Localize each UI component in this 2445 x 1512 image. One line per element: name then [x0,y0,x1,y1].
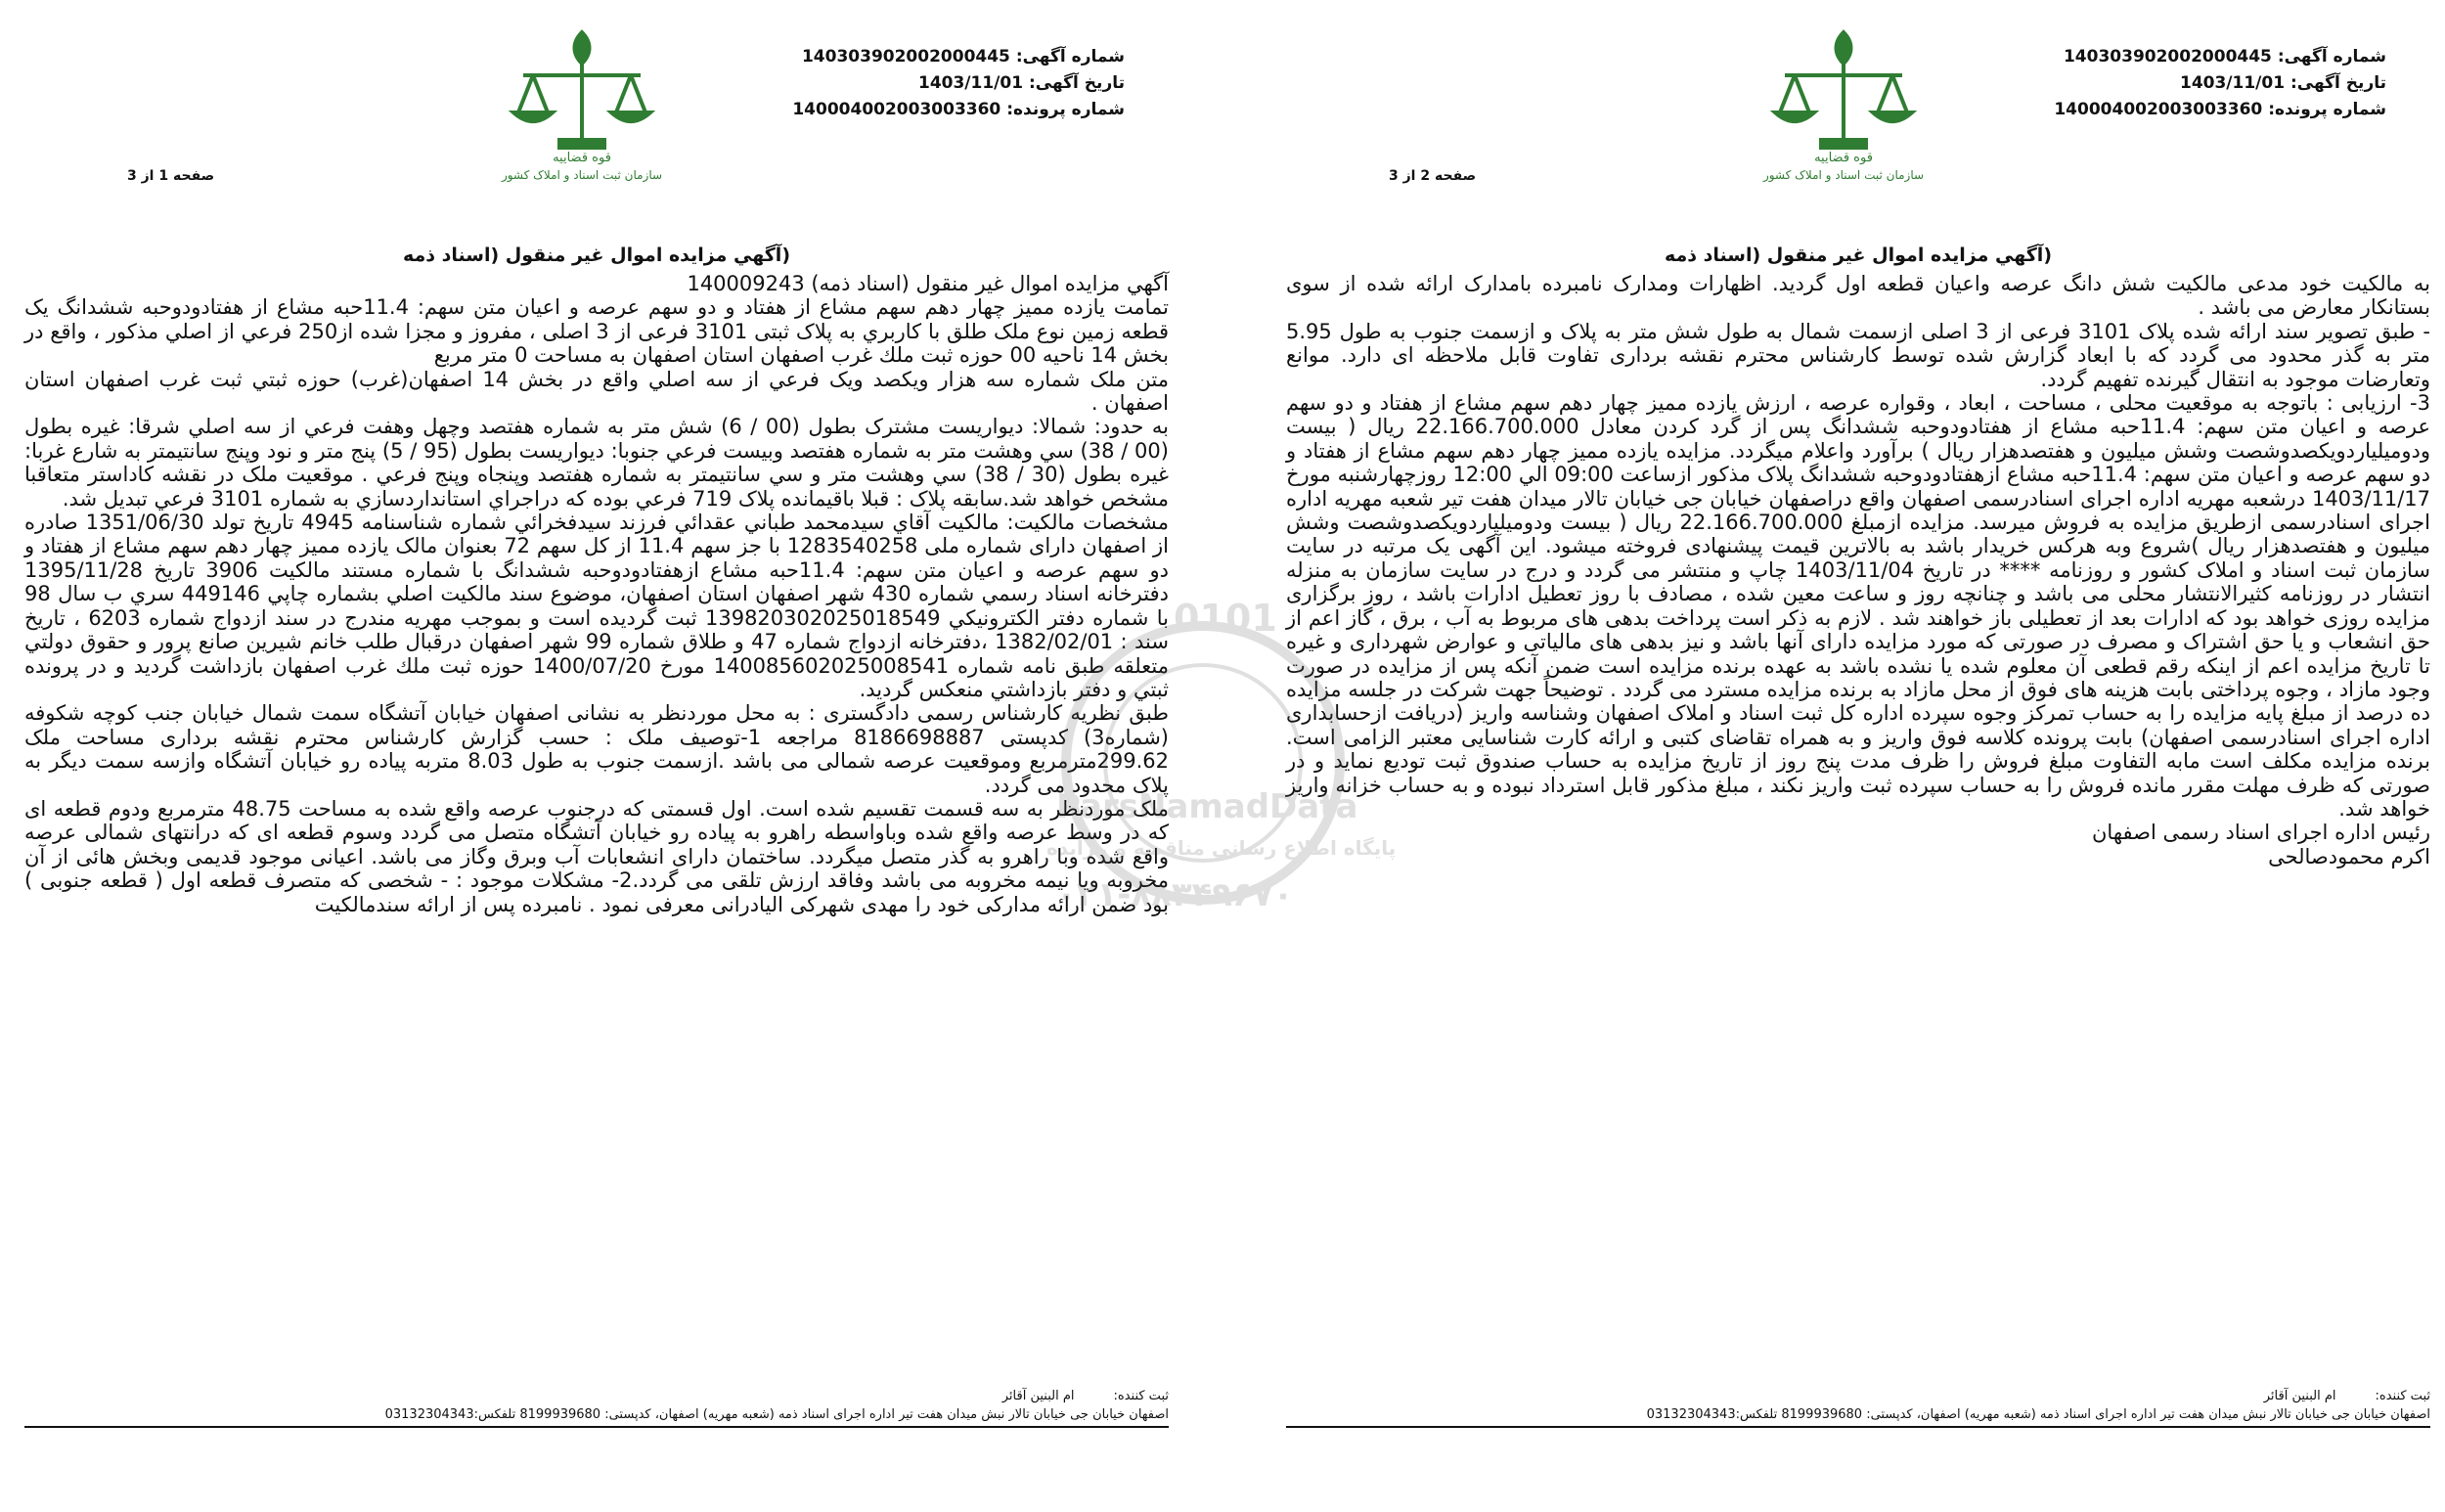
registrar-name: ام البنين آقائر [2263,1389,2336,1403]
notice-body [24,272,1169,916]
paragraph: به حدود: شمالا: ديواريست مشترک بطول (00 / 6) شش متر به شماره هفتصد وچهل وهفت فرعي از سه اصلي شرقا: غيره بطول (00 / 38) سي وهشت متر به شماره هفتصد وبيست فرعي جنوبا: ديواريست بطول (95 / 5) پنج متر و نود وپنج سانتيمتر به شارع غربا: غيره بطول (30 / 38) سي وهشت متر و سي سانتيمتر به شماره هفتصد وپنجاه وپنج فرعي . موقعيت ملک در نقشه کاداستر متعاقبا مشخص خواهد شد.سابقه پلاک : قبلا باقیمانده پلاک 719 فرعي بوده که دراجراي استانداردسازي به شماره 3101 فرعي تبديل شد. [24,415,1169,511]
ad-date-label: تاریخ آگهی: [1028,73,1125,93]
file-number-line [1800,97,2386,123]
ad-number-label: شماره آگهی: [1015,47,1125,67]
ad-number: 140303902002000445 [2063,47,2272,67]
watermark-phone: ۰۲۱-۸۸۳۴۹۶۷۰ [1056,875,1294,914]
ad-date: 1403/11/01 [2179,73,2286,93]
notice-page-2 [1271,0,2445,1512]
signatory-title: رئيس اداره اجرای اسناد رسمی اصفهان [2092,821,2430,845]
page-indicator: صفحه 2 از 3 [1389,168,1477,184]
ad-date-line [1800,70,2386,97]
watermark-tagline: پایگاه اطلاع رسانی مناقصه و مزایده [1046,836,1397,860]
signatory-name: اکرم محمودصالحی [2268,844,2430,868]
office-address: اصفهان خیابان جی خیابان تالار نبش میدان هفت تیر اداره اجرای اسناد ذمه (شعبه مهریه) اصفهان، کدپستی: 8199939680 تلفکس:03132304343 [24,1405,1169,1428]
ad-number: 140303902002000445 [801,47,1010,67]
paragraph: طبق نظريه کارشناس رسمی دادگستری : به محل موردنظر به نشانی اصفهان خيابان آتشگاه سمت شمال خيابان جنب کوچه شکوفه (شماره3) کدپستی 8186698887 مراجعه 1-توصيف ملک : حسب گزارش کارشناس محترم نقشه برداری مساحت ملک 299.62مترمربع وموقعيت عرصه شمالی می باشد .ازسمت جنوب به طول 8.03 متربه پياده رو خيابان آتشگاه وازسه سمت ديگر به پلاک محدود می گردد. [24,701,1169,797]
paragraph: آگهي مزايده اموال غير منقول (اسناد ذمه) 140009243 [687,272,1169,295]
registrar-row [24,1387,1169,1405]
notice-page-1 [10,0,1183,1512]
office-address: اصفهان خیابان جی خیابان تالار نبش میدان هفت تیر اداره اجرای اسناد ذمه (شعبه مهریه) اصفهان، کدپستی: 8199939680 تلفکس:03132304343 [1286,1405,2430,1428]
ad-date: 1403/11/01 [917,73,1024,93]
emblem-caption-1: قوه قضاییه [1814,151,1873,165]
registrar-label: ثبت کننده: [2375,1389,2430,1403]
file-number-label: شماره پرونده: [2268,100,2386,119]
emblem-caption-2: سازمان ثبت اسناد و املاک کشور [1762,168,1925,182]
notice-body [1286,272,2430,868]
notice-footer [1286,1387,2430,1428]
emblem-caption-1: قوه قضاییه [553,151,611,165]
watermark-number: 0101 [1174,597,1277,640]
registrar-label: ثبت کننده: [1113,1389,1169,1403]
ad-number-line [1800,44,2386,70]
paragraph: - طبق تصوير سند ارائه شده پلاک 3101 فرعی از 3 اصلی ازسمت شمال به طول شش متر به پلاک و ازسمت جنوب به طول 5.95 متر به گذر محدود می گردد که با ابعاد گزارش شده توسط کارشناس محترم نقشه برداری تفاوت قابل ملاحظه ای دارد. موانع وتعارضات موجود به انتقال گيرنده تفهيم گردد. [1286,319,2430,391]
paragraph: ملک موردنظر به سه قسمت تقسيم شده است. اول قسمتی که درجنوب عرصه واقع شده به مساحت 48.75 مترمربع ودوم قطعه ای که در وسط عرصه واقع شده وباواسطه راهرو به پياده رو خيابان آتشگاه متصل می گردد وسوم قطعه ای که درانتهای شمالی عرصه واقع شده وبا راهرو به گذر متصل ميگردد. ساختمان دارای انشعابات آب وبرق وگاز می باشد. اعيانی موجود قديمی وبخش هائی از آن مخروبه ويا نيمه مخروبه می باشد وفاقد ارزش تلقی می گردد.2- مشکلات موجود : - شخصی که متصرف قطعه اول ( قطعه جنوبی ) بود ضمن ارائه مدارکی خود را مهدی شهرکی اليادرانی معرفی نمود . نامبرده پس از ارائه سندمالکيت [24,796,1169,916]
emblem-caption-2: سازمان ثبت اسناد و املاک کشور [501,168,663,182]
ad-date-line [538,70,1125,97]
registrar-name: ام البنين آقائر [1001,1389,1075,1403]
watermark-brand: ParsNamadData [1056,787,1358,826]
page-indicator: صفحه 1 از 3 [127,168,215,184]
paragraph: مشخصات مالکيت: مالكيت آقاي سيدمحمد طباني عقدائي فرزند سيدفخرائي شماره شناسنامه 4945 تاريخ تولد 1351/06/30 صادره از اصفهان دارای شماره ملی 1283540258 با جز سهم 11.4 از کل سهم 72 بعنوان مالک يازده مميز چهار دهم سهم مشاع از هفتاد و دو سهم عرصه و اعيان متن سهم: 11.4حبه مشاع ازهفتادودوحبه ششدانگ با شماره مستند مالکيت 3906 تاريخ 1395/11/28 دفترخانه اسناد رسمي شماره 430 شهر اصفهان استان اصفهان، موضوع سند مالکيت اصلي بشماره چاپي 449146 سري ب سال 98 با شماره دفتر الکترونيکي 139820302025018549 ثبت گرديده است و بموجب مهريه مندرج در سند ازدواج شماره 6203 ، تاريخ سند : 1382/02/01 ،دفترخانه ازدواج شماره 47 و طلاق شماره 99 شهر اصفهان درقبال طلب خانم شيرين صانع پرور و حقوق دولتي متعلقه طبق نامه شماره 140085602025008541 مورخ 1400/07/20 حوزه ثبت ملك غرب اصفهان بازداشت گرديد و در پرونده ثبتي و دفتر بازداشتي منعکس گرديد. [24,511,1170,701]
file-number-line [538,97,1125,123]
file-number-label: شماره پرونده: [1006,100,1125,119]
notice-footer [24,1387,1169,1428]
paragraph: تمامت يازده مميز چهار دهم سهم مشاع از هفتاد و دو سهم عرصه و اعيان متن سهم: 11.4حبه مشاع از هفتادودوحبه ششدانگ يک قطعه زمين نوع ملک طلق با کاربري به پلاک ثبتی 3101 فرعی از 3 اصلی ، مفروز و مجزا شده از250 فرعي از اصلي مذکور ، واقع در بخش 14 ناحيه 00 حوزه ثبت ملك غرب اصفهان استان اصفهان به مساحت 0 متر مربع [24,295,1169,368]
file-number: 140004002003003360 [792,100,1001,119]
ad-date-label: تاریخ آگهی: [2289,73,2386,93]
registrar-row [1286,1387,2430,1405]
paragraph: 3- ارزيابی : باتوجه به موقعيت محلی ، مساحت ، ابعاد ، وقواره عرصه ، ارزش يازده مميز چهار دهم سهم مشاع از هفتاد و دو سهم عرصه و اعيان متن سهم: 11.4حبه مشاع از هفتادودوحبه ششدانگ پس از گرد کردن معادل 22.166.700.000 ريال ( بيست ودوميلياردويکصدوشصت وشش ميليون و هفتصدهزار ريال ) برآورد واعلام ميگردد. مزايده يازده مميز چهار دهم سهم مشاع از هفتاد و دو سهم عرصه و اعيان متن سهم: 11.4حبه مشاع ازهفتادودوحبه ششدانگ پلاک مذکور ازساعت 09:00 الي 12:00 روزچهارشنبه مورخ 1403/11/17 درشعبه مهريه اداره اجرای اسنادرسمی اصفهان واقع دراصفهان خيابان جی خيابان تالار ميدان هفت تير شعبه مهريه اداره اجرای اسنادرسمی ازطريق مزايده به فروش ميرسد. مزايده ازمبلغ 22.166.700.000 ريال ( بيست ودوميلياردويکصدوشصت وشش ميليون و هفتصدهزار ريال )شروع وبه هرکس خريدار باشد به بالاترين قيمت پيشنهادی فروخته ميشود. اين آگهی يک مرتبه در سايت سازمان ثبت اسناد و املاک کشور و روزنامه **** در تاريخ 1403/11/04 چاپ و منتشر می گردد و درج در سايت سازمان به منزله انتشار در روزنامه کثيرالانتشار محلی می باشد و چنانچه روز و ساعت معين شده ، مصادف با روز تعطيل ادارات باشد ، روز برگزاری مزايده روزی خواهد بود که ادارات بعد از تعطيلی باز خواهند شد . لازم به ذکر است پرداخت بدهی های مربوط به آب ، برق ، گاز اعم از حق انشعاب و يا حق اشتراک و مصرف در صورتی که مورد مزايده دارای آنها باشد و نيز بدهی های مالياتی و عوارض شهرداری و غيره تا تاريخ مزايده اعم از اينکه رقم قطعی آن معلوم شده يا نشده باشد به عهده برنده مزايده است ضمن آنکه پس از مزايده در صورت وجود مازاد ، وجوه پرداختی بابت هزينه های فوق از محل مازاد به برنده مزايده مسترد می گردد . توضيحاً جهت شرکت در جلسه مزايده ده درصد از مبلغ پايه مزايده را به حساب تمرکز وجوه سپرده اداره کل ثبت اسناد و املاک اصفهان وشناسه واريز (دريافت ازحسابداری اداره اجرای اسنادرسمی اصفهان) بابت پرونده کلاسه فوق واريز و به همراه تقاضای کتبی و ارائه کارت شناسايی معتبر الزامی است. برنده مزايده مکلف است مابه التفاوت مبلغ فروش را ظرف مدت پنج روز از تاريخ مزايده به حساب صندوق ثبت توديع نمايد و در صورتی که ظرف مهلت مقرر مانده فروش را به حساب سپرده ثبت واريز نکند ، مبلغ مذکور قابل استرداد نبوده و به حساب خزانه واريز خواهد شد. [1286,391,2430,821]
file-number: 140004002003003360 [2054,100,2263,119]
paragraph: به مالکيت خود مدعی مالکيت شش دانگ عرصه واعيان قطعه اول گرديد. اظهارات ومدارک نامبرده بامدارک ارائه شده از سوی بستانکار معارض می باشد . [1286,272,2430,320]
notice-title: (آگهي مزايده اموال غير منقول (اسناد ذمه [402,245,790,266]
notice-title: (آگهي مزايده اموال غير منقول (اسناد ذمه [1664,245,2052,266]
ad-number-line [538,44,1125,70]
ad-number-label: شماره آگهی: [2277,47,2386,67]
notice-header [538,44,1125,123]
notice-header [1800,44,2386,123]
paragraph: متن ملک شماره سه هزار ويکصد ويک فرعي از سه اصلي واقع در بخش 14 اصفهان(غرب) حوزه ثبتي ثبت غرب اصفهان استان اصفهان . [24,367,1169,416]
